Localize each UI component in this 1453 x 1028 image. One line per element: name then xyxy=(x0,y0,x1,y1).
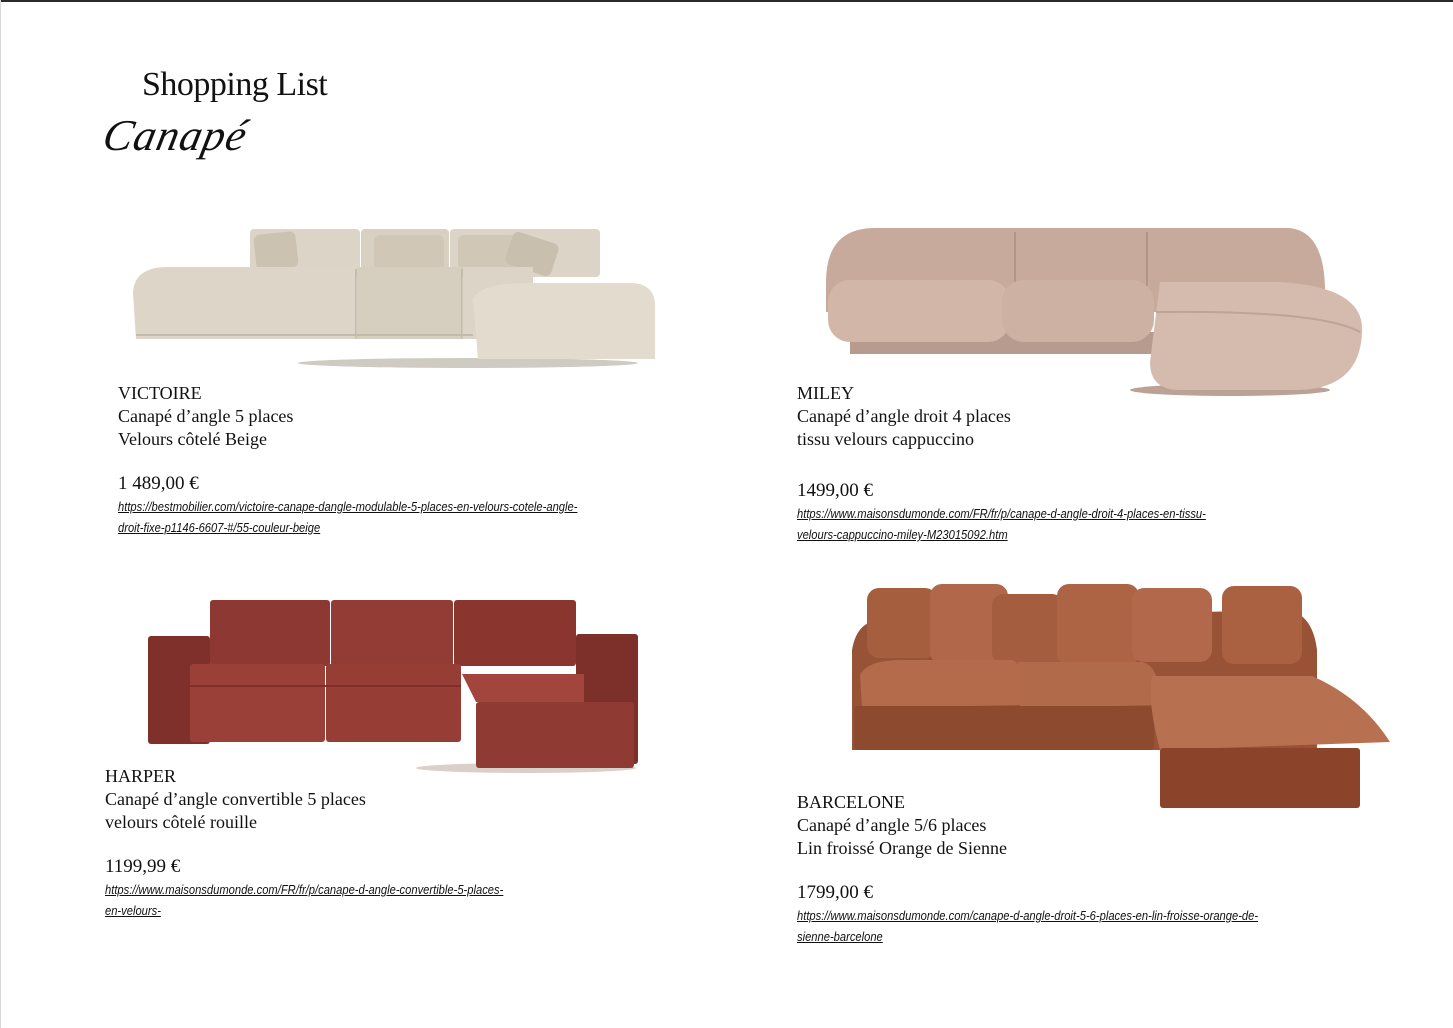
product-image-victoire xyxy=(128,205,663,370)
product-image-barcelone xyxy=(842,580,1397,812)
product-price: 1499,00 € xyxy=(797,480,873,501)
product-name: HARPER xyxy=(105,766,177,786)
product-price: 1799,00 € xyxy=(797,882,873,903)
product-material: Lin froissé Orange de Sienne xyxy=(797,838,1007,858)
product-link[interactable]: https://bestmobilier.com/victoire-canape-dangle-modulable-5-places-en-velours-cotele-angle-droit-fixe-p1146-6607-#/55-couleur-beige xyxy=(118,499,578,535)
product-image-harper xyxy=(146,598,641,776)
product-link[interactable]: https://www.maisonsdumonde.com/FR/fr/p/canape-d-angle-droit-4-places-en-tissu-velours-cappuccino-miley-M23015092.htm xyxy=(797,506,1206,542)
left-border xyxy=(0,0,1,1028)
product-price: 1199,99 € xyxy=(105,856,181,877)
page-title: Shopping List xyxy=(142,66,328,103)
product-link[interactable]: https://www.maisonsdumonde.com/FR/fr/p/canape-d-angle-convertible-5-places-en-velours- xyxy=(105,882,504,918)
product-material: tissu velours cappuccino xyxy=(797,429,974,449)
category-subtitle: Canapé xyxy=(98,111,253,160)
product-info-barcelone xyxy=(797,791,1357,947)
product-image-miley xyxy=(820,222,1370,402)
product-description: Canapé d’angle convertible 5 places xyxy=(105,789,366,809)
product-link[interactable]: https://www.maisonsdumonde.com/canape-d-angle-droit-5-6-places-en-lin-froisse-orange-de-sienne-barcelone xyxy=(797,908,1259,944)
product-name: VICTOIRE xyxy=(118,383,202,403)
product-info-victoire xyxy=(118,382,678,538)
product-description: Canapé d’angle 5 places xyxy=(118,406,294,426)
product-name: MILEY xyxy=(797,383,854,403)
product-info-miley xyxy=(797,382,1287,545)
top-border xyxy=(0,0,1453,2)
product-material: Velours côtelé Beige xyxy=(118,429,267,449)
product-description: Canapé d’angle 5/6 places xyxy=(797,815,987,835)
product-material: velours côtelé rouille xyxy=(105,812,257,832)
product-description: Canapé d’angle droit 4 places xyxy=(797,406,1011,426)
product-info-harper xyxy=(105,765,575,921)
product-name: BARCELONE xyxy=(797,792,905,812)
product-price: 1 489,00 € xyxy=(118,473,199,494)
